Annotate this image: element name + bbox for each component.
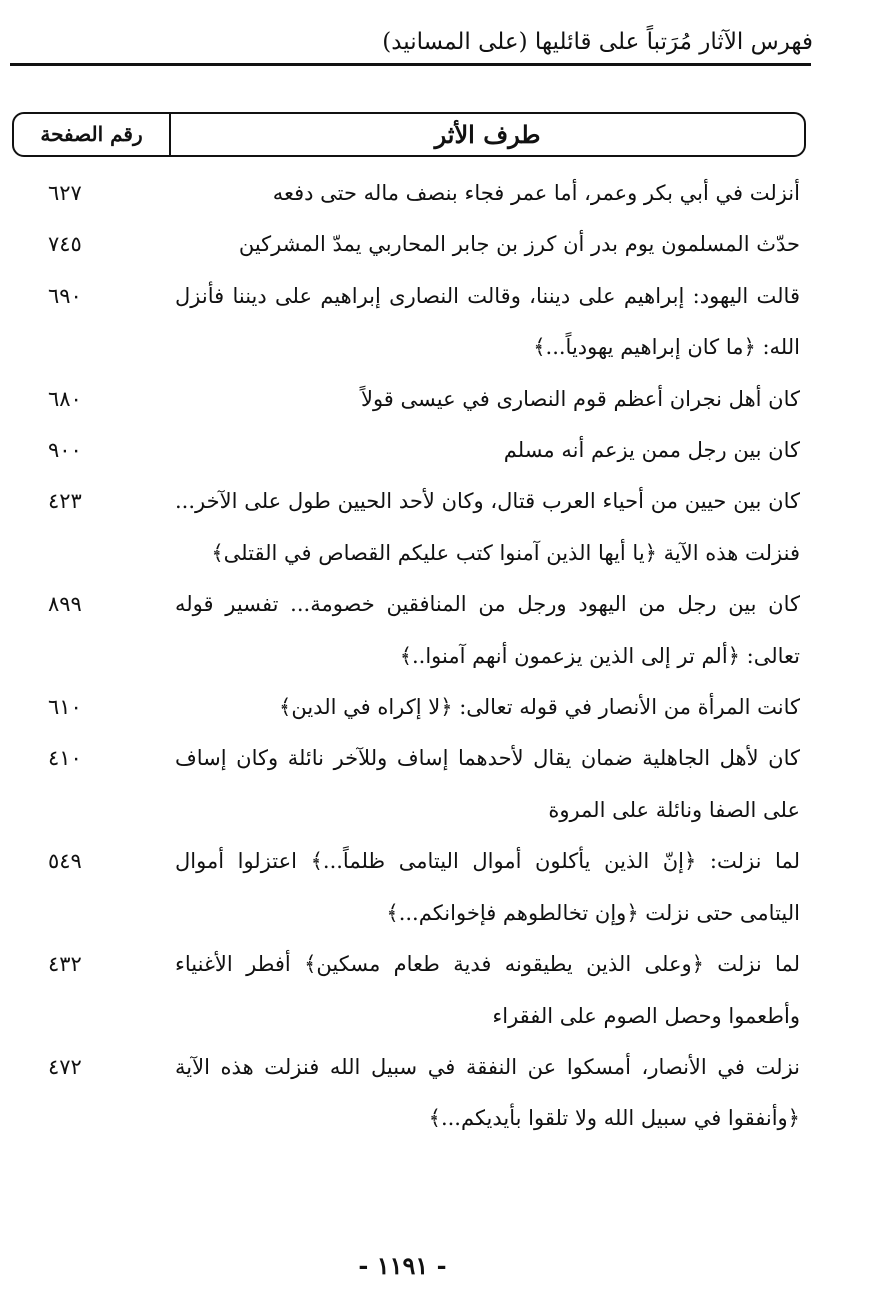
entry-text: كان أهل نجران أعظم قوم النصارى في عيسى قولاً [360, 386, 800, 411]
page-number: - ١١٩١ - [358, 1251, 447, 1280]
index-entry [40, 219, 800, 270]
index-entries [40, 168, 800, 1145]
index-entry [40, 476, 800, 579]
index-entry [40, 374, 800, 425]
index-entry [40, 579, 800, 682]
entry-text: كان لأهل الجاهلية ضمان يقال لأحدهما إساف وللآخر نائلة وكان إساف على الصفا ونائلة على المروة [175, 746, 800, 822]
entry-page-number: ٦٨٠ [48, 386, 82, 411]
column-header-athar: طرف الأثر [434, 120, 541, 149]
entry-page-number: ٦٢٧ [48, 181, 82, 205]
entry-text: كان بين رجل من اليهود ورجل من المنافقين خصومة... تفسير قوله تعالى: ﴿ألم تر إلى الذين يزعمون أنهم آمنوا..﴾ [175, 592, 800, 668]
entry-page-number: ٨٩٩ [48, 592, 82, 617]
entry-text: كانت المرأة من الأنصار في قوله تعالى: ﴿لا إكراه في الدين﴾ [279, 695, 800, 720]
index-entry [40, 733, 800, 836]
index-entry [40, 836, 800, 939]
table-header [12, 112, 806, 157]
index-entry [40, 425, 800, 476]
entry-page-number: ٧٤٥ [48, 232, 82, 257]
entry-page-number: ٩٠٠ [48, 438, 82, 463]
entry-page-number: ٦٩٠ [48, 283, 82, 308]
entry-page-number: ٤٢٣ [48, 489, 82, 514]
entry-text: حدّث المسلمون يوم بدر أن كرز بن جابر المحاربي يمدّ المشركين [238, 232, 800, 257]
index-entry [40, 682, 800, 733]
entry-text: أنزلت في أبي بكر وعمر، أما عمر فجاء بنصف ماله حتى دفعه [272, 181, 800, 205]
entry-text: كان بين حيين من أحياء العرب قتال، وكان لأحد الحيين طول على الآخر... فنزلت هذه الآية ﴿يا أيها الذين آمنوا كتب عليكم القصاص في القتلى﴾ [175, 489, 800, 565]
index-entry [40, 1042, 800, 1145]
entry-page-number: ٤١٠ [48, 746, 82, 771]
entry-text: لما نزلت ﴿وعلى الذين يطيقونه فدية طعام مسكين﴾ أفطر الأغنياء وأطعموا وحصل الصوم على الفقراء [175, 952, 800, 1028]
entry-text: نزلت في الأنصار، أمسكوا عن النفقة في سبيل الله فنزلت هذه الآية ﴿وأنفقوا في سبيل الله ولا تلقوا بأيديكم...﴾ [175, 1054, 800, 1131]
running-title: فهرس الآثار مُرَتباً على قائليها (على المسانيد) [382, 29, 813, 55]
entry-text: كان بين رجل ممن يزعم أنه مسلم [503, 438, 800, 463]
column-header-page: رقم الصفحة [14, 114, 171, 155]
index-entry [40, 168, 800, 219]
index-entry [40, 939, 800, 1042]
entry-page-number: ٤٧٢ [48, 1054, 82, 1079]
entry-page-number: ٤٣٢ [48, 952, 82, 977]
entry-text: لما نزلت: ﴿إنّ الذين يأكلون أموال اليتامى ظلماً...﴾ اعتزلوا أموال اليتامى حتى نزلت ﴿وإن تخالطوهم فإخوانكم...﴾ [175, 849, 800, 925]
entry-page-number: ٥٤٩ [48, 849, 82, 874]
entry-text: قالت اليهود: إبراهيم على ديننا، وقالت النصارى إبراهيم على ديننا فأنزل الله: ﴿ما كان إبراهيم يهودياً...﴾ [175, 283, 800, 360]
header-rule [10, 63, 811, 66]
index-entry [40, 271, 800, 374]
entry-page-number: ٦١٠ [48, 695, 82, 720]
